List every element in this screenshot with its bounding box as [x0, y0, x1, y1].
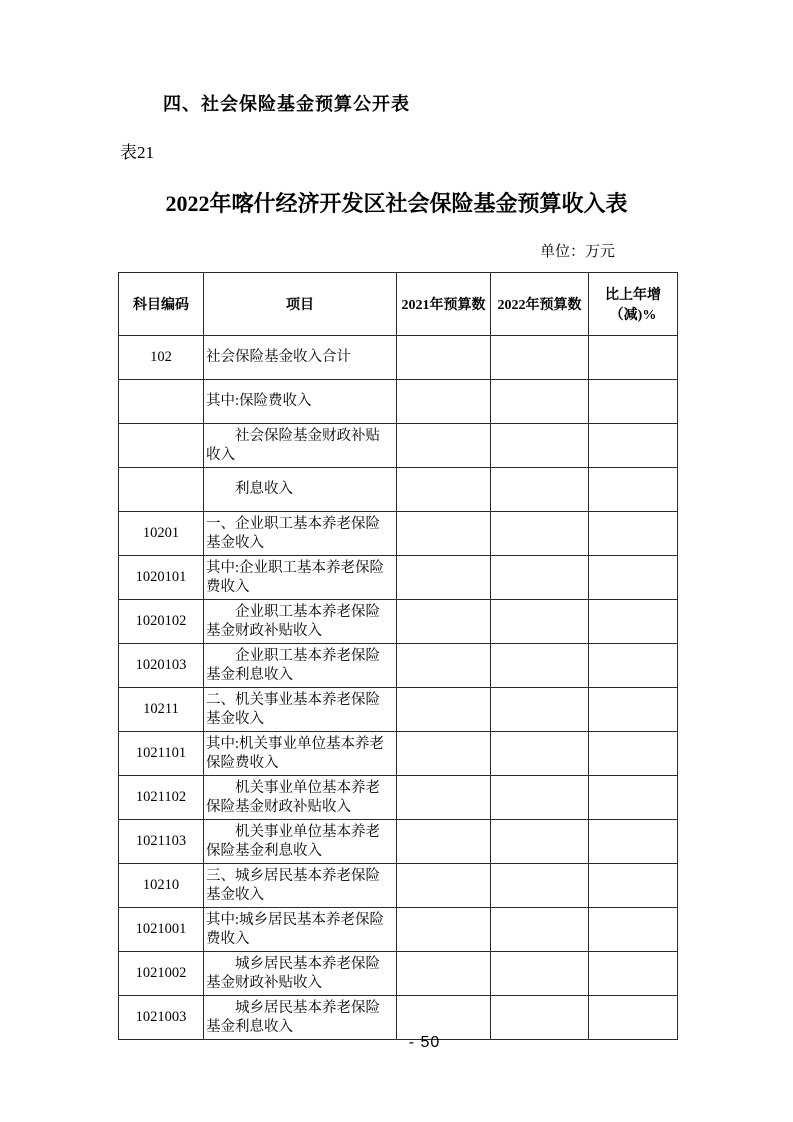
row-code-cell	[119, 380, 204, 424]
row-budget-2021-cell	[397, 864, 491, 908]
row-budget-2021-cell	[397, 556, 491, 600]
row-budget-2022-cell	[491, 336, 589, 380]
row-code-cell: 1020102	[119, 600, 204, 644]
row-code-cell	[119, 424, 204, 468]
row-change-percent-cell	[589, 908, 678, 952]
row-budget-2021-cell	[397, 336, 491, 380]
column-header-budget-2022: 2022年预算数	[491, 273, 589, 336]
row-change-percent-cell	[589, 820, 678, 864]
row-item-cell: 机关事业单位基本养老保险基金利息收入	[204, 820, 397, 864]
row-budget-2022-cell	[491, 424, 589, 468]
row-budget-2021-cell	[397, 380, 491, 424]
row-item-cell: 二、机关事业基本养老保险基金收入	[204, 688, 397, 732]
row-item-cell: 城乡居民基本养老保险基金财政补贴收入	[204, 952, 397, 996]
table-row	[119, 732, 678, 776]
column-header-budget-2021: 2021年预算数	[397, 273, 491, 336]
row-code-cell: 1020101	[119, 556, 204, 600]
row-code-cell: 1021001	[119, 908, 204, 952]
row-code-cell: 10210	[119, 864, 204, 908]
row-budget-2022-cell	[491, 644, 589, 688]
row-item-cell: 社会保险基金财政补贴收入	[204, 424, 397, 468]
row-item-cell: 利息收入	[204, 468, 397, 512]
row-budget-2022-cell	[491, 776, 589, 820]
row-change-percent-cell	[589, 600, 678, 644]
row-change-percent-cell	[589, 424, 678, 468]
row-budget-2022-cell	[491, 468, 589, 512]
row-item-cell: 企业职工基本养老保险基金利息收入	[204, 644, 397, 688]
row-budget-2022-cell	[491, 996, 589, 1040]
table-row	[119, 776, 678, 820]
row-code-cell: 1021101	[119, 732, 204, 776]
table-row	[119, 688, 678, 732]
row-item-cell: 机关事业单位基本养老保险基金财政补贴收入	[204, 776, 397, 820]
row-change-percent-cell	[589, 556, 678, 600]
table-number-label: 表21	[120, 143, 154, 162]
unit-note: 单位：万元	[539, 244, 615, 260]
row-change-percent-cell	[589, 644, 678, 688]
row-item-cell: 三、城乡居民基本养老保险基金收入	[204, 864, 397, 908]
row-item-cell: 其中:城乡居民基本养老保险费收入	[204, 908, 397, 952]
row-change-percent-cell	[589, 732, 678, 776]
page-number: - 50	[408, 1034, 441, 1051]
row-budget-2022-cell	[491, 952, 589, 996]
row-budget-2021-cell	[397, 776, 491, 820]
row-budget-2022-cell	[491, 688, 589, 732]
row-change-percent-cell	[589, 864, 678, 908]
row-budget-2021-cell	[397, 996, 491, 1040]
row-budget-2021-cell	[397, 952, 491, 996]
column-header-subject-code: 科目编码	[119, 273, 204, 336]
row-budget-2022-cell	[491, 908, 589, 952]
row-code-cell: 10211	[119, 688, 204, 732]
row-change-percent-cell	[589, 996, 678, 1040]
table-row	[119, 864, 678, 908]
row-code-cell: 1021003	[119, 996, 204, 1040]
row-budget-2021-cell	[397, 732, 491, 776]
budget-revenue-table	[118, 272, 678, 1040]
table-row	[119, 820, 678, 864]
row-budget-2021-cell	[397, 688, 491, 732]
row-item-cell: 其中:机关事业单位基本养老保险费收入	[204, 732, 397, 776]
row-change-percent-cell	[589, 512, 678, 556]
table-row	[119, 644, 678, 688]
table-header-row	[119, 273, 678, 336]
column-header-change-percent: 比上年增 （减)%	[589, 273, 678, 336]
row-budget-2022-cell	[491, 732, 589, 776]
table-row	[119, 336, 678, 380]
table-row	[119, 996, 678, 1040]
row-item-cell: 社会保险基金收入合计	[204, 336, 397, 380]
row-budget-2021-cell	[397, 600, 491, 644]
table-body	[119, 336, 678, 1040]
row-budget-2021-cell	[397, 820, 491, 864]
table-row	[119, 908, 678, 952]
row-code-cell: 1020103	[119, 644, 204, 688]
table-row	[119, 556, 678, 600]
column-header-item: 项目	[204, 273, 397, 336]
row-change-percent-cell	[589, 688, 678, 732]
row-item-cell: 城乡居民基本养老保险基金利息收入	[204, 996, 397, 1040]
page-title: 2022年喀什经济开发区社会保险基金预算收入表	[165, 191, 628, 216]
row-budget-2022-cell	[491, 556, 589, 600]
row-budget-2022-cell	[491, 864, 589, 908]
row-change-percent-cell	[589, 776, 678, 820]
row-budget-2022-cell	[491, 600, 589, 644]
table-row	[119, 380, 678, 424]
row-change-percent-cell	[589, 336, 678, 380]
table-row	[119, 952, 678, 996]
row-budget-2021-cell	[397, 512, 491, 556]
row-item-cell: 一、企业职工基本养老保险基金收入	[204, 512, 397, 556]
row-code-cell: 102	[119, 336, 204, 380]
row-code-cell: 10201	[119, 512, 204, 556]
row-budget-2022-cell	[491, 380, 589, 424]
row-budget-2022-cell	[491, 820, 589, 864]
row-budget-2021-cell	[397, 424, 491, 468]
row-code-cell: 1021103	[119, 820, 204, 864]
row-code-cell	[119, 468, 204, 512]
row-item-cell: 其中:企业职工基本养老保险费收入	[204, 556, 397, 600]
row-change-percent-cell	[589, 952, 678, 996]
row-code-cell: 1021002	[119, 952, 204, 996]
row-code-cell: 1021102	[119, 776, 204, 820]
row-budget-2021-cell	[397, 908, 491, 952]
table-row	[119, 468, 678, 512]
row-budget-2021-cell	[397, 644, 491, 688]
row-change-percent-cell	[589, 380, 678, 424]
row-item-cell: 其中:保险费收入	[204, 380, 397, 424]
row-change-percent-cell	[589, 468, 678, 512]
table-row	[119, 512, 678, 556]
table-row	[119, 600, 678, 644]
row-budget-2022-cell	[491, 512, 589, 556]
row-item-cell: 企业职工基本养老保险基金财政补贴收入	[204, 600, 397, 644]
row-budget-2021-cell	[397, 468, 491, 512]
section-heading: 四、社会保险基金预算公开表	[163, 94, 410, 114]
table-row	[119, 424, 678, 468]
